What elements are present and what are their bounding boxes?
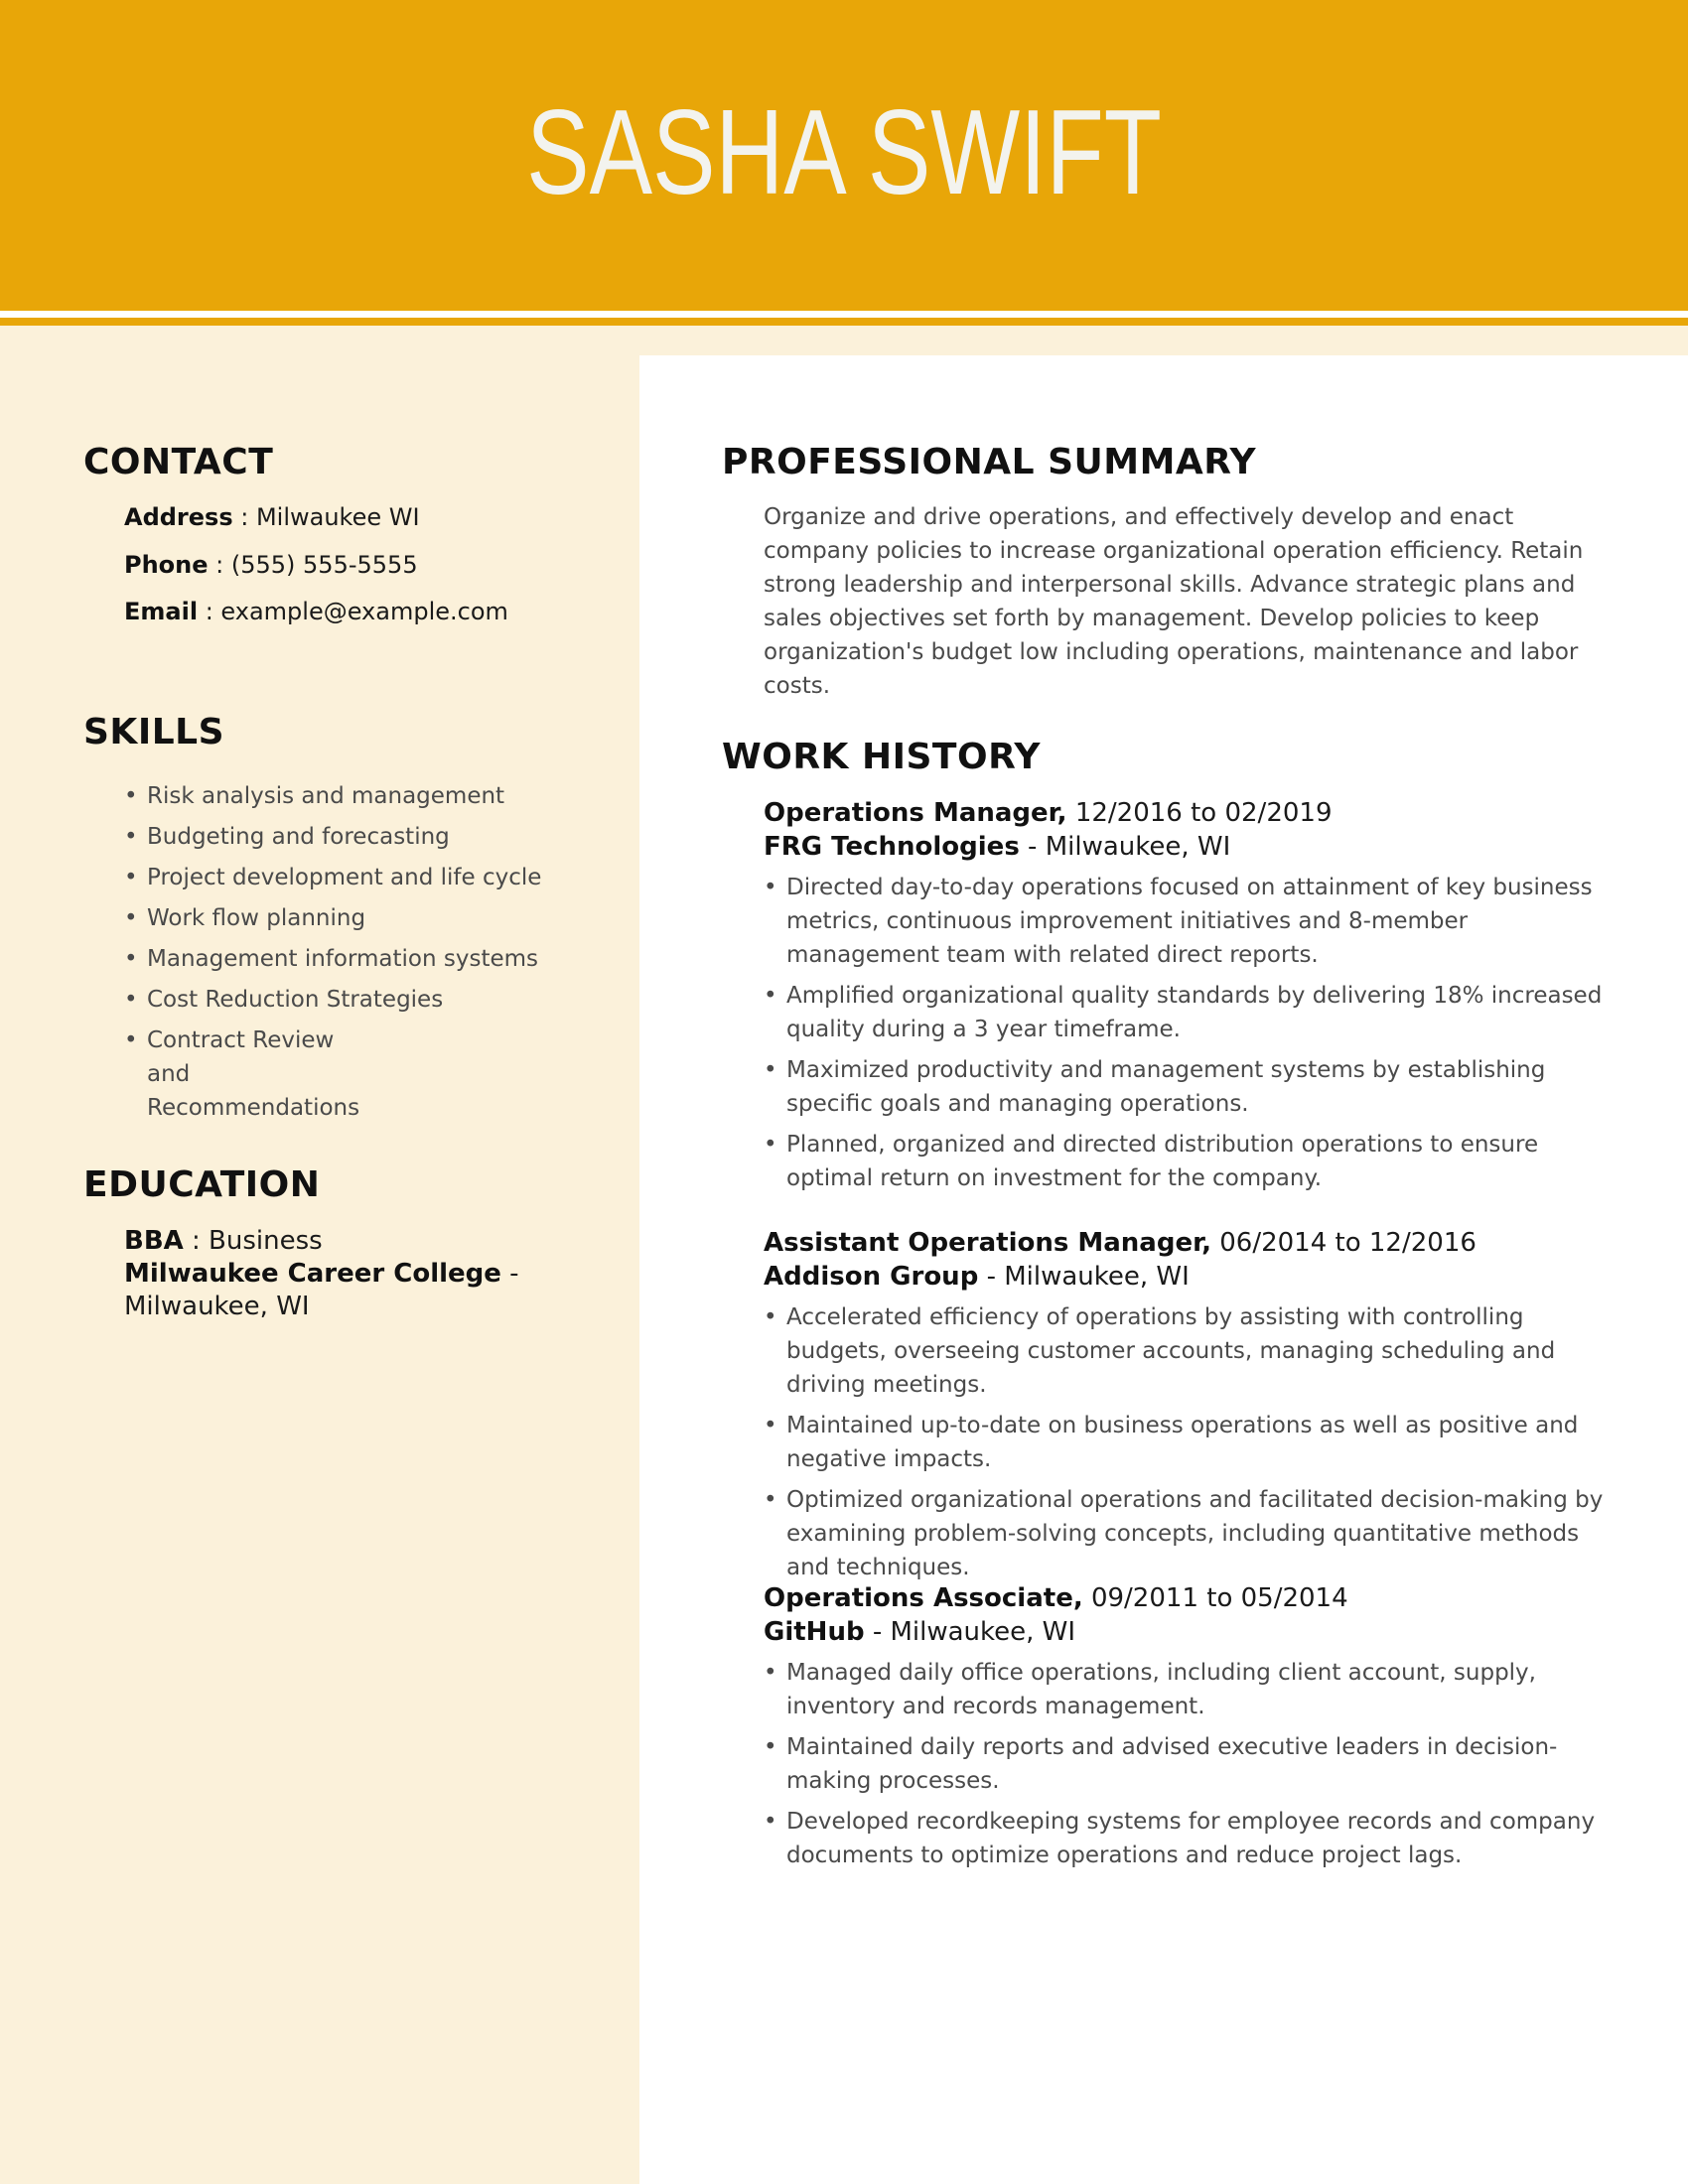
degree-field: : Business — [183, 1226, 323, 1256]
job-bullets — [764, 871, 1608, 1202]
job-bullet: • Maximized productivity and management systems by establishing specific goals and managing operations. — [764, 1053, 1608, 1121]
skill-item: • Risk analysis and management — [124, 779, 591, 813]
school-separator: - — [500, 1259, 519, 1289]
job-company-line — [764, 1260, 1190, 1294]
contact-email — [124, 596, 508, 627]
contact-phone — [124, 549, 418, 581]
skill-item: • Work flow planning — [124, 901, 591, 935]
job-bullet: • Amplified organizational quality standards by delivering 18% increased quality during a 3 year timeframe. — [764, 979, 1608, 1046]
email-separator: : — [198, 598, 221, 625]
skill-item: • Cost Reduction Strategies — [124, 983, 591, 1017]
skill-item: • Management information systems — [124, 942, 591, 976]
header-gap — [0, 311, 1688, 318]
contact-address — [124, 501, 420, 533]
job-company: GitHub — [764, 1617, 865, 1647]
school-name: Milwaukee Career College — [124, 1259, 501, 1289]
candidate-name: SASHA SWIFT — [526, 84, 1162, 219]
job-bullet: • Directed day-to-day operations focused on attainment of key business metrics, continuous improvement initiatives and 8-member management team with related direct reports. — [764, 871, 1608, 972]
job-location: - Milwaukee, WI — [864, 1617, 1076, 1647]
job-bullet: • Maintained up-to-date on business operations as well as positive and negative impacts. — [764, 1409, 1608, 1476]
header-strip — [0, 326, 1688, 355]
header-rule — [0, 318, 1688, 326]
job-bullet: • Developed recordkeeping systems for employee records and company documents to optimize operations and reduce project lags. — [764, 1805, 1608, 1872]
job-bullet: • Planned, organized and directed distribution operations to ensure optimal return on investment for the company. — [764, 1128, 1608, 1195]
job-company: Addison Group — [764, 1262, 979, 1292]
job-company-line — [764, 830, 1230, 864]
address-value: Milwaukee WI — [255, 503, 420, 531]
job-title-line — [764, 1226, 1477, 1260]
job-dates: 09/2011 to 05/2014 — [1082, 1583, 1348, 1613]
job-role: Operations Associate, — [764, 1583, 1083, 1613]
skills-list — [124, 779, 591, 1132]
job-dates: 12/2016 to 02/2019 — [1066, 798, 1333, 828]
job-location: - Milwaukee, WI — [1019, 832, 1231, 862]
skill-item: • Contract Review and Recommendations — [124, 1024, 372, 1125]
email-value: example@example.com — [220, 598, 508, 625]
job-title-line — [764, 796, 1332, 830]
summary-title: PROFESSIONAL SUMMARY — [722, 442, 1257, 482]
email-label: Email — [124, 598, 199, 625]
job-bullet: • Managed daily office operations, including client account, supply, inventory and records management. — [764, 1656, 1608, 1723]
job-bullet: • Maintained daily reports and advised executive leaders in decision-making processes. — [764, 1730, 1608, 1798]
header-banner — [0, 0, 1688, 311]
summary-text: Organize and drive operations, and effectively develop and enact company policies to increase organizational operation efficiency. Retain strong leadership and interpersonal skills. Advance strategic plans and sales objectives set forth by management. Develop policies to keep organization's budget low including operations, maintenance and labor costs. — [764, 504, 1584, 699]
job-bullets — [764, 1300, 1608, 1591]
job-company-line — [764, 1615, 1075, 1649]
skill-item: • Project development and life cycle — [124, 861, 591, 894]
skills-title: SKILLS — [83, 712, 225, 752]
contact-title: CONTACT — [83, 442, 274, 482]
job-location: - Milwaukee, WI — [978, 1262, 1190, 1292]
job-company: FRG Technologies — [764, 832, 1020, 862]
job-bullets — [764, 1656, 1608, 1879]
skill-item: • Budgeting and forecasting — [124, 820, 591, 854]
phone-value: (555) 555-5555 — [230, 551, 418, 579]
education-location: Milwaukee, WI — [124, 1292, 310, 1321]
job-title-line — [764, 1581, 1348, 1615]
job-role: Operations Manager, — [764, 798, 1067, 828]
address-label: Address — [124, 503, 233, 531]
phone-label: Phone — [124, 551, 209, 579]
education-title: EDUCATION — [83, 1164, 321, 1205]
job-role: Assistant Operations Manager, — [764, 1228, 1211, 1258]
work-history-title: WORK HISTORY — [722, 737, 1041, 777]
phone-separator: : — [208, 551, 231, 579]
education-school — [124, 1257, 519, 1291]
job-bullet: • Optimized organizational operations and facilitated decision-making by examining problem-solving concepts, including quantitative methods and techniques. — [764, 1483, 1608, 1584]
job-bullet: • Accelerated efficiency of operations by assisting with controlling budgets, overseeing customer accounts, managing scheduling and driving meetings. — [764, 1300, 1608, 1402]
degree-name: BBA — [124, 1226, 184, 1256]
address-separator: : — [232, 503, 256, 531]
job-dates: 06/2014 to 12/2016 — [1210, 1228, 1477, 1258]
education-degree — [124, 1224, 323, 1258]
